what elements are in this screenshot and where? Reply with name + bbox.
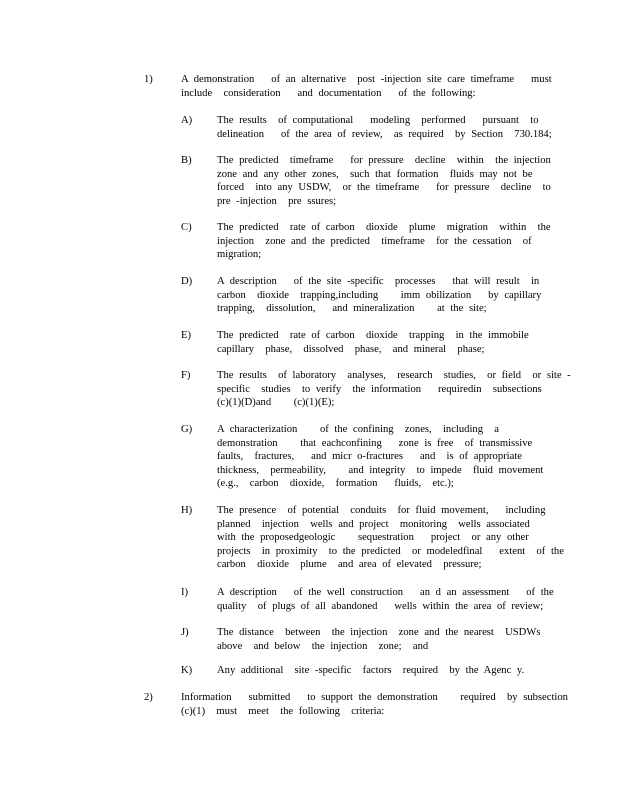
text-line: The distance between the injection zone and the nearest USDWs (217, 627, 541, 638)
text-line: Information submitted to support the demonstration required by subsection (181, 692, 568, 703)
text-line: The presence of potential conduits for fluid movement, including (217, 505, 546, 516)
subitem-letter: B) (181, 155, 192, 166)
text-line: (c)(1) must meet the following criteria: (181, 705, 385, 717)
item-number: 2) (144, 692, 153, 703)
text-line: A demonstration of an alternative post -injection site care timeframe must (181, 74, 552, 85)
subitem-text (217, 221, 551, 262)
text-line: The results of laboratory analyses, research studies, or field or site - (217, 370, 571, 381)
text-line: thickness, permeability, and integrity to impede fluid movement (217, 464, 544, 476)
subitem-text (217, 114, 552, 141)
subitem-letter: E) (181, 330, 191, 341)
subitem-text (217, 329, 543, 356)
text-line: (e.g., carbon dioxide, formation fluids, etc.); (217, 478, 454, 490)
item-text (181, 73, 552, 100)
text-line: The predicted timeframe for pressure decline within the injection (217, 155, 551, 166)
text-line: trapping, dissolution, and mineralization at the site; (217, 303, 487, 315)
text-line: The predicted rate of carbon dioxide plume migration within the (217, 222, 551, 233)
subitem-letter: I) (181, 587, 189, 598)
text-line: specific studies to verify the information requiredin subsections (217, 383, 542, 395)
text-line: projects in proximity to the predicted or modeledfinal extent of the (217, 545, 564, 557)
text-line: forced into any USDW, or the timeframe for pressure decline to (217, 182, 551, 194)
subitem-text (217, 664, 543, 678)
subitem-letter: G) (181, 424, 193, 435)
text-line: demonstration that eachconfining zone is free of transmissive (217, 437, 533, 449)
subitem-letter: D) (181, 276, 193, 287)
text-line: zone and any other zones, such that formation fluids may not be (217, 168, 533, 180)
item-number: 1) (144, 74, 153, 85)
subitem-letter: J) (181, 627, 189, 638)
text-line: quality of plugs of all abandoned wells within the area of review; (217, 600, 544, 612)
text-line: A description of the site -specific processes that will result in (217, 276, 540, 287)
subitem-letter: F) (181, 370, 191, 381)
subitem-text (217, 586, 554, 613)
text-line: The predicted rate of carbon dioxide trapping in the immobile (217, 330, 529, 341)
subitem-text (217, 369, 571, 410)
text-line: (c)(1)(D)and (c)(1)(E); (217, 397, 335, 409)
subitem-text (217, 626, 543, 653)
text-line: A characterization of the confining zones, including a (217, 424, 499, 435)
text-line: carbon dioxide plume and area of elevated pressure; (217, 559, 482, 571)
item-text (181, 691, 568, 718)
text-line: capillary phase, dissolved phase, and mineral phase; (217, 343, 485, 355)
subitem-letter: C) (181, 222, 192, 233)
subitem-text (217, 154, 551, 208)
text-line: planned injection wells and project monitoring wells associated (217, 518, 530, 530)
text-line: include consideration and documentation of the following: (181, 87, 476, 99)
subitem-text (217, 275, 543, 316)
subitem-text (217, 504, 564, 572)
text-line: pre -injection pre ssures; (217, 195, 337, 207)
subitem-letter: H) (181, 505, 193, 516)
text-line: A description of the well construction an d an assessment of the (217, 587, 554, 598)
text-line: The results of computational modeling performed pursuant to (217, 115, 539, 126)
text-line: delineation of the area of review, as required by Section 730.184; (217, 128, 552, 140)
text-line: migration; (217, 249, 262, 261)
subitem-letter: K) (181, 665, 193, 676)
subitem-letter: A) (181, 115, 193, 126)
subitem-text (217, 423, 543, 491)
text-line: faults, fractures, and micr o-fractures and is of appropriate (217, 451, 522, 463)
text-line: carbon dioxide trapping,including imm obilization by capillary (217, 289, 542, 301)
text-line: with the proposedgeologic sequestration project or any other (217, 532, 529, 544)
text-line: above and below the injection zone; and (217, 640, 429, 652)
text-line: injection zone and the predicted timeframe for the cessation of (217, 235, 532, 247)
text-line: Any additional site -specific factors required by the Agenc y. (217, 665, 525, 676)
